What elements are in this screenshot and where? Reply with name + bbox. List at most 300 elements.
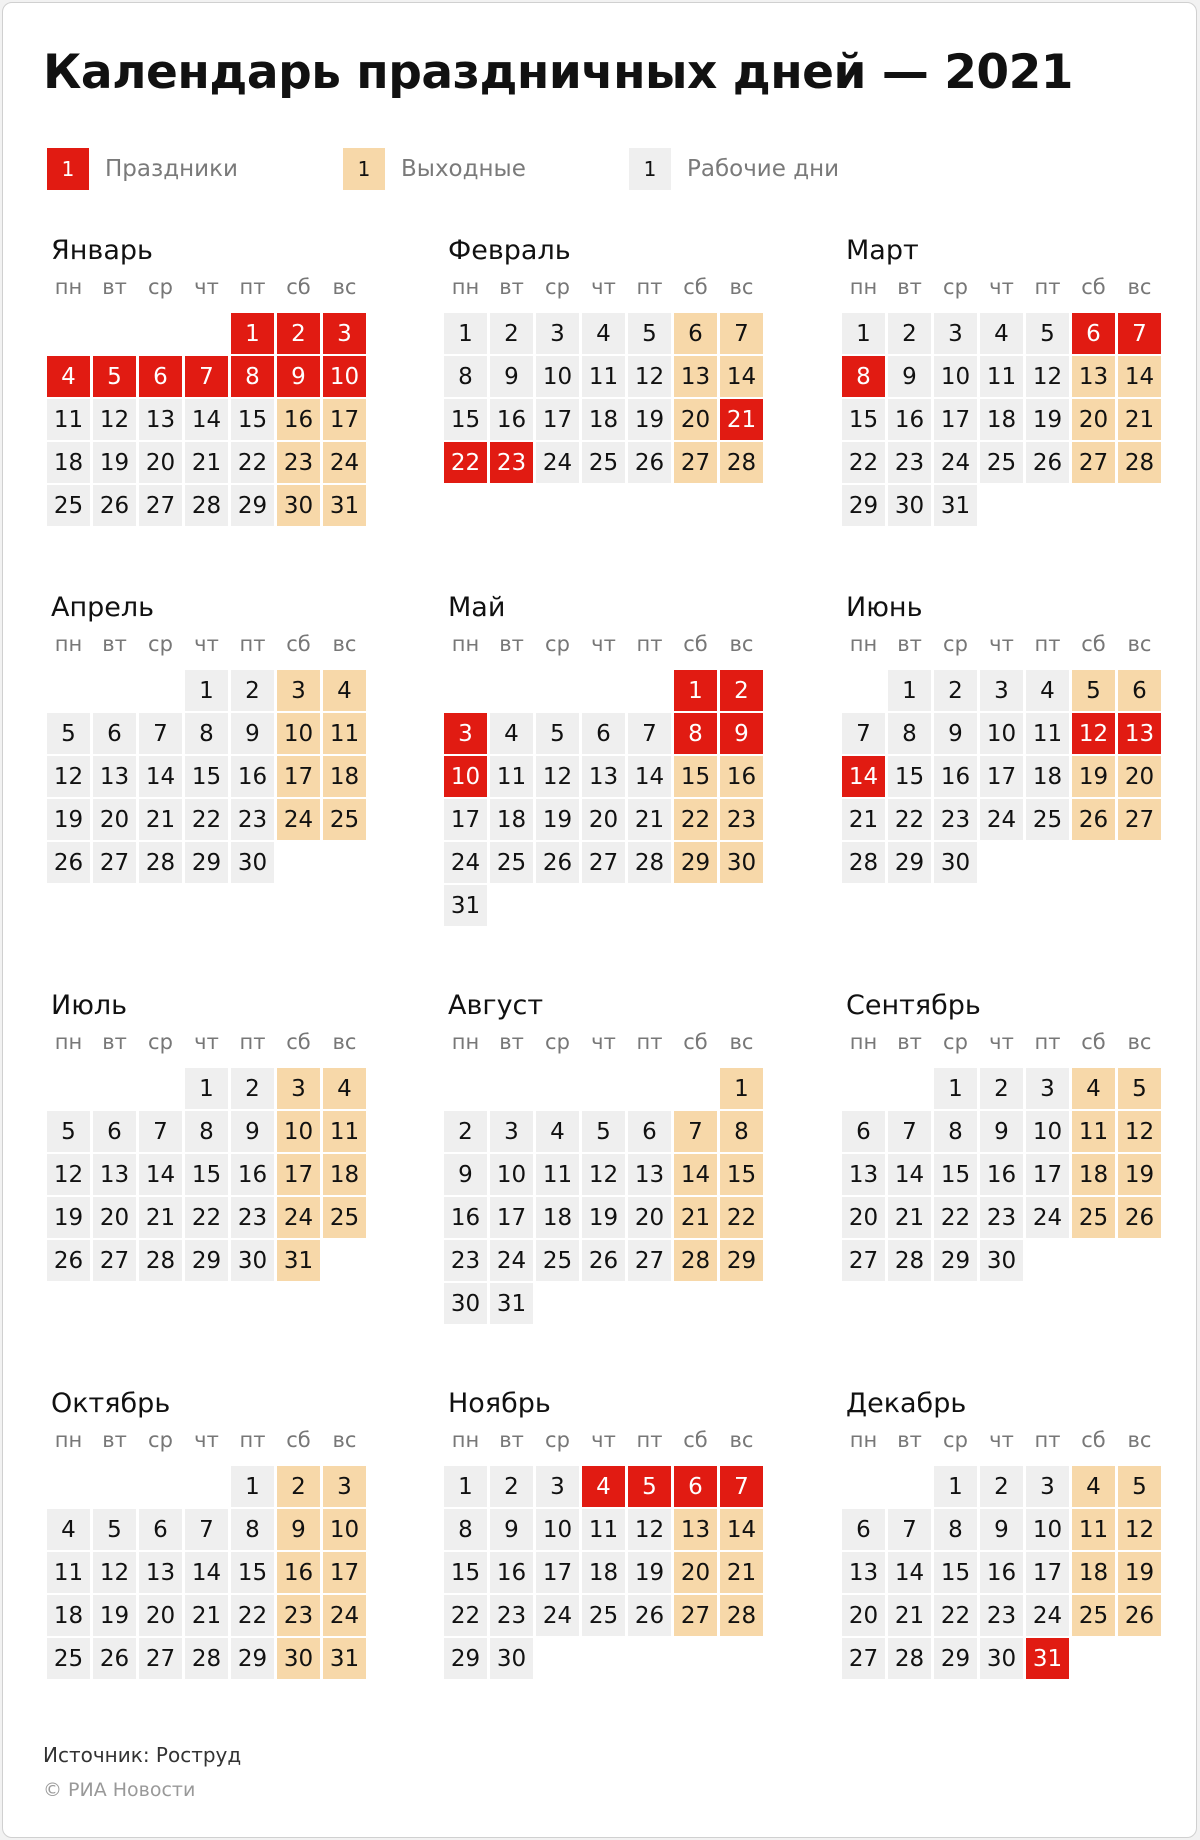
- day-cell-workday: 14: [185, 399, 228, 440]
- day-cell-workday: 19: [536, 799, 579, 840]
- day-cell-weekend: 6: [1118, 670, 1161, 711]
- day-cell-workday: 26: [628, 442, 671, 483]
- weekday-label: вт: [102, 1428, 127, 1452]
- weekday-label: сб: [683, 1030, 708, 1054]
- day-cell-workday: 26: [628, 1595, 671, 1636]
- day-cell-workday: 15: [231, 1552, 274, 1593]
- weekday-label: пн: [54, 1428, 83, 1452]
- day-cell-workday: 25: [582, 442, 625, 483]
- day-cell-workday: 10: [536, 1509, 579, 1550]
- day-cell-weekend: 26: [1118, 1197, 1161, 1238]
- day-cell-workday: 29: [444, 1638, 487, 1679]
- day-cell-workday: 15: [185, 1154, 228, 1195]
- day-cell-workday: 31: [490, 1283, 533, 1324]
- weekday-label: ср: [545, 1428, 570, 1452]
- day-cell-weekend: 21: [720, 1552, 763, 1593]
- day-cell-holiday: 9: [720, 713, 763, 754]
- day-cell-weekend: 12: [1118, 1509, 1161, 1550]
- day-cell-workday: 2: [490, 1466, 533, 1507]
- day-cell-workday: 14: [628, 756, 671, 797]
- day-cell-workday: 24: [934, 442, 977, 483]
- weekday-label: пн: [54, 275, 83, 299]
- weekday-label: сб: [1081, 1428, 1106, 1452]
- day-cell-holiday: 22: [444, 442, 487, 483]
- day-cell-workday: 21: [888, 1595, 931, 1636]
- day-cell-workday: 22: [231, 442, 274, 483]
- weekday-label: чт: [989, 1428, 1014, 1452]
- day-cell-workday: 12: [93, 1552, 136, 1593]
- day-cell-workday: 8: [934, 1509, 977, 1550]
- day-cell-workday: 16: [231, 756, 274, 797]
- weekday-label: пн: [54, 632, 83, 656]
- weekday-label: вс: [332, 275, 357, 299]
- weekday-label: ср: [148, 632, 173, 656]
- day-cell-weekend: 23: [277, 1595, 320, 1636]
- day-cell-workday: 29: [842, 485, 885, 526]
- day-cell-weekend: 3: [323, 1466, 366, 1507]
- day-cell-workday: 8: [934, 1111, 977, 1152]
- day-cell-workday: 9: [231, 1111, 274, 1152]
- day-cell-weekend: 27: [674, 442, 717, 483]
- day-cell-workday: 12: [628, 356, 671, 397]
- day-cell-workday: 16: [231, 1154, 274, 1195]
- day-cell-workday: 17: [490, 1197, 533, 1238]
- day-cell-weekend: 27: [1072, 442, 1115, 483]
- day-cell-weekend: 2: [277, 1466, 320, 1507]
- day-cell-workday: 27: [628, 1240, 671, 1281]
- day-cell-weekend: 11: [323, 713, 366, 754]
- day-cell-workday: 10: [536, 356, 579, 397]
- day-cell-workday: 19: [1026, 399, 1069, 440]
- day-cell-workday: 1: [934, 1466, 977, 1507]
- day-cell-weekend: 31: [277, 1240, 320, 1281]
- day-cell-workday: 18: [47, 442, 90, 483]
- day-cell-workday: 21: [842, 799, 885, 840]
- day-cell-holiday: 13: [1118, 713, 1161, 754]
- day-cell-workday: 29: [231, 485, 274, 526]
- day-cell-workday: 25: [47, 1638, 90, 1679]
- day-cell-holiday: 8: [842, 356, 885, 397]
- source-note: Источник: Роструд: [43, 1743, 242, 1767]
- day-cell-workday: 31: [934, 485, 977, 526]
- day-cell-weekend: 10: [323, 1509, 366, 1550]
- day-cell-workday: 5: [628, 313, 671, 354]
- day-cell-weekend: 30: [277, 485, 320, 526]
- day-cell-workday: 11: [582, 356, 625, 397]
- day-cell-holiday: 7: [185, 356, 228, 397]
- weekday-label: чт: [194, 275, 219, 299]
- weekday-label: чт: [194, 1030, 219, 1054]
- day-cell-workday: 8: [444, 356, 487, 397]
- day-cell-workday: 12: [628, 1509, 671, 1550]
- weekday-label: вт: [499, 275, 524, 299]
- day-cell-workday: 7: [888, 1509, 931, 1550]
- day-cell-weekend: 14: [674, 1154, 717, 1195]
- infographic-frame: [2, 2, 1197, 1838]
- day-cell-workday: 13: [93, 1154, 136, 1195]
- day-cell-workday: 11: [1026, 713, 1069, 754]
- day-cell-weekend: 21: [1118, 399, 1161, 440]
- day-cell-workday: 28: [888, 1638, 931, 1679]
- day-cell-workday: 25: [490, 842, 533, 883]
- day-cell-workday: 22: [185, 799, 228, 840]
- day-cell-workday: 30: [980, 1638, 1023, 1679]
- weekday-label: ср: [943, 275, 968, 299]
- weekday-label: пт: [1034, 1030, 1061, 1054]
- day-cell-workday: 21: [185, 1595, 228, 1636]
- day-cell-weekend: 5: [1118, 1068, 1161, 1109]
- day-cell-workday: 29: [934, 1638, 977, 1679]
- month-name: Март: [846, 235, 919, 266]
- day-cell-workday: 25: [582, 1595, 625, 1636]
- day-cell-weekend: 23: [277, 442, 320, 483]
- day-cell-workday: 10: [490, 1154, 533, 1195]
- day-cell-workday: 5: [536, 713, 579, 754]
- day-cell-workday: 2: [934, 670, 977, 711]
- day-cell-workday: 29: [888, 842, 931, 883]
- day-cell-weekend: 4: [323, 1068, 366, 1109]
- day-cell-workday: 20: [139, 1595, 182, 1636]
- day-cell-workday: 8: [444, 1509, 487, 1550]
- day-cell-weekend: 14: [720, 356, 763, 397]
- day-cell-weekend: 13: [674, 1509, 717, 1550]
- day-cell-workday: 9: [980, 1111, 1023, 1152]
- day-cell-workday: 2: [444, 1111, 487, 1152]
- weekday-label: пн: [451, 275, 480, 299]
- day-cell-workday: 27: [842, 1240, 885, 1281]
- day-cell-workday: 11: [582, 1509, 625, 1550]
- legend-swatch-weekend: 1: [343, 148, 385, 190]
- weekday-label: вс: [1127, 1428, 1152, 1452]
- day-cell-workday: 17: [980, 756, 1023, 797]
- day-cell-workday: 23: [980, 1197, 1023, 1238]
- day-cell-workday: 27: [139, 485, 182, 526]
- day-cell-weekend: 22: [720, 1197, 763, 1238]
- day-cell-workday: 10: [934, 356, 977, 397]
- day-cell-workday: 24: [536, 1595, 579, 1636]
- day-cell-holiday: 5: [628, 1466, 671, 1507]
- day-cell-workday: 21: [139, 1197, 182, 1238]
- day-cell-workday: 1: [185, 1068, 228, 1109]
- day-cell-workday: 16: [490, 1552, 533, 1593]
- day-cell-weekend: 4: [323, 670, 366, 711]
- day-cell-workday: 22: [185, 1197, 228, 1238]
- day-cell-weekend: 7: [674, 1111, 717, 1152]
- month-name: Сентябрь: [846, 990, 981, 1021]
- day-cell-weekend: 18: [1072, 1154, 1115, 1195]
- day-cell-workday: 16: [980, 1154, 1023, 1195]
- day-cell-workday: 19: [47, 1197, 90, 1238]
- day-cell-workday: 13: [139, 399, 182, 440]
- weekday-label: вт: [499, 1030, 524, 1054]
- day-cell-workday: 9: [444, 1154, 487, 1195]
- weekday-label: чт: [591, 275, 616, 299]
- day-cell-workday: 11: [490, 756, 533, 797]
- day-cell-holiday: 2: [720, 670, 763, 711]
- weekday-label: пт: [636, 1428, 663, 1452]
- day-cell-workday: 4: [490, 713, 533, 754]
- day-cell-workday: 1: [934, 1068, 977, 1109]
- day-cell-workday: 2: [490, 313, 533, 354]
- weekday-label: пт: [636, 1030, 663, 1054]
- legend-label-weekends: Выходные: [401, 156, 526, 182]
- day-cell-workday: 20: [842, 1595, 885, 1636]
- weekday-label: вс: [729, 1030, 754, 1054]
- day-cell-holiday: 8: [674, 713, 717, 754]
- weekday-label: ср: [148, 1030, 173, 1054]
- day-cell-workday: 15: [934, 1552, 977, 1593]
- day-cell-workday: 30: [980, 1240, 1023, 1281]
- weekday-label: вт: [897, 275, 922, 299]
- day-cell-workday: 27: [842, 1638, 885, 1679]
- day-cell-weekend: 20: [674, 1552, 717, 1593]
- day-cell-workday: 7: [628, 713, 671, 754]
- weekday-label: сб: [683, 275, 708, 299]
- day-cell-holiday: 21: [720, 399, 763, 440]
- day-cell-workday: 20: [628, 1197, 671, 1238]
- day-cell-workday: 6: [139, 1509, 182, 1550]
- day-cell-weekend: 17: [323, 399, 366, 440]
- day-cell-workday: 6: [93, 713, 136, 754]
- day-cell-workday: 11: [980, 356, 1023, 397]
- weekday-label: пн: [849, 1030, 878, 1054]
- day-cell-holiday: 10: [444, 756, 487, 797]
- day-cell-workday: 15: [185, 756, 228, 797]
- day-cell-workday: 9: [980, 1509, 1023, 1550]
- day-cell-workday: 28: [185, 485, 228, 526]
- day-cell-workday: 29: [934, 1240, 977, 1281]
- day-cell-weekend: 20: [1072, 399, 1115, 440]
- legend-label-holidays: Праздники: [105, 156, 238, 182]
- weekday-label: сб: [286, 275, 311, 299]
- day-cell-workday: 15: [231, 399, 274, 440]
- day-cell-workday: 8: [231, 1509, 274, 1550]
- day-cell-workday: 25: [1026, 799, 1069, 840]
- day-cell-workday: 4: [582, 313, 625, 354]
- day-cell-weekend: 16: [277, 1552, 320, 1593]
- day-cell-weekend: 27: [1118, 799, 1161, 840]
- month-name: Январь: [51, 235, 153, 266]
- day-cell-workday: 30: [231, 842, 274, 883]
- day-cell-weekend: 10: [277, 1111, 320, 1152]
- day-cell-holiday: 1: [231, 313, 274, 354]
- weekday-label: вс: [332, 1030, 357, 1054]
- day-cell-workday: 22: [888, 799, 931, 840]
- month-name: Август: [448, 990, 544, 1021]
- day-cell-workday: 2: [980, 1068, 1023, 1109]
- day-cell-workday: 19: [93, 1595, 136, 1636]
- day-cell-workday: 13: [842, 1154, 885, 1195]
- day-cell-workday: 12: [582, 1154, 625, 1195]
- day-cell-workday: 4: [980, 313, 1023, 354]
- day-cell-workday: 17: [934, 399, 977, 440]
- weekday-label: пн: [451, 1030, 480, 1054]
- day-cell-workday: 18: [582, 399, 625, 440]
- weekday-label: пн: [849, 1428, 878, 1452]
- day-cell-weekend: 18: [1072, 1552, 1115, 1593]
- day-cell-weekend: 29: [674, 842, 717, 883]
- weekday-label: вс: [729, 275, 754, 299]
- day-cell-workday: 7: [139, 713, 182, 754]
- month-name: Октябрь: [51, 1388, 171, 1419]
- day-cell-workday: 11: [47, 399, 90, 440]
- weekday-label: вт: [499, 632, 524, 656]
- weekday-label: сб: [1081, 1030, 1106, 1054]
- month-name: Ноябрь: [448, 1388, 551, 1419]
- weekday-label: чт: [194, 632, 219, 656]
- weekday-label: ср: [545, 275, 570, 299]
- day-cell-workday: 1: [185, 670, 228, 711]
- day-cell-workday: 3: [980, 670, 1023, 711]
- day-cell-holiday: 2: [277, 313, 320, 354]
- day-cell-weekend: 19: [1118, 1552, 1161, 1593]
- day-cell-workday: 26: [1026, 442, 1069, 483]
- day-cell-workday: 5: [1026, 313, 1069, 354]
- day-cell-workday: 20: [93, 799, 136, 840]
- day-cell-workday: 12: [93, 399, 136, 440]
- day-cell-weekend: 25: [323, 799, 366, 840]
- day-cell-workday: 3: [1026, 1068, 1069, 1109]
- weekday-label: сб: [683, 632, 708, 656]
- day-cell-weekend: 22: [674, 799, 717, 840]
- day-cell-weekend: 27: [674, 1595, 717, 1636]
- day-cell-weekend: 11: [1072, 1111, 1115, 1152]
- day-cell-workday: 4: [47, 1509, 90, 1550]
- day-cell-weekend: 30: [720, 842, 763, 883]
- day-cell-workday: 14: [888, 1552, 931, 1593]
- day-cell-workday: 24: [490, 1240, 533, 1281]
- day-cell-workday: 13: [93, 756, 136, 797]
- day-cell-holiday: 6: [139, 356, 182, 397]
- day-cell-workday: 16: [888, 399, 931, 440]
- day-cell-weekend: 16: [720, 756, 763, 797]
- day-cell-weekend: 16: [277, 399, 320, 440]
- day-cell-holiday: 3: [444, 713, 487, 754]
- day-cell-workday: 13: [628, 1154, 671, 1195]
- day-cell-workday: 21: [628, 799, 671, 840]
- day-cell-weekend: 24: [323, 1595, 366, 1636]
- day-cell-workday: 30: [888, 485, 931, 526]
- weekday-label: вс: [1127, 1030, 1152, 1054]
- day-cell-workday: 28: [628, 842, 671, 883]
- day-cell-workday: 15: [888, 756, 931, 797]
- day-cell-workday: 6: [582, 713, 625, 754]
- day-cell-workday: 10: [1026, 1111, 1069, 1152]
- legend: [3, 148, 1196, 190]
- day-cell-workday: 20: [582, 799, 625, 840]
- day-cell-holiday: 23: [490, 442, 533, 483]
- day-cell-workday: 22: [231, 1595, 274, 1636]
- day-cell-workday: 30: [444, 1283, 487, 1324]
- day-cell-workday: 5: [582, 1111, 625, 1152]
- day-cell-holiday: 31: [1026, 1638, 1069, 1679]
- day-cell-workday: 27: [93, 842, 136, 883]
- day-cell-workday: 15: [842, 399, 885, 440]
- weekday-label: вт: [897, 1030, 922, 1054]
- month-name: Февраль: [448, 235, 571, 266]
- day-cell-workday: 18: [582, 1552, 625, 1593]
- weekday-label: чт: [989, 1030, 1014, 1054]
- day-cell-holiday: 1: [674, 670, 717, 711]
- day-cell-weekend: 8: [720, 1111, 763, 1152]
- day-cell-workday: 1: [444, 313, 487, 354]
- day-cell-workday: 26: [582, 1240, 625, 1281]
- day-cell-weekend: 19: [1118, 1154, 1161, 1195]
- day-cell-workday: 18: [1026, 756, 1069, 797]
- day-cell-weekend: 31: [323, 485, 366, 526]
- day-cell-workday: 18: [980, 399, 1023, 440]
- day-cell-workday: 29: [185, 1240, 228, 1281]
- weekday-label: вт: [102, 632, 127, 656]
- day-cell-workday: 27: [139, 1638, 182, 1679]
- day-cell-workday: 3: [934, 313, 977, 354]
- weekday-label: вт: [897, 1428, 922, 1452]
- day-cell-weekend: 28: [720, 1595, 763, 1636]
- day-cell-weekend: 17: [323, 1552, 366, 1593]
- day-cell-weekend: 25: [1072, 1197, 1115, 1238]
- day-cell-holiday: 14: [842, 756, 885, 797]
- day-cell-workday: 2: [888, 313, 931, 354]
- day-cell-holiday: 9: [277, 356, 320, 397]
- day-cell-workday: 5: [47, 713, 90, 754]
- day-cell-weekend: 10: [277, 713, 320, 754]
- day-cell-workday: 17: [1026, 1154, 1069, 1195]
- day-cell-workday: 12: [1026, 356, 1069, 397]
- month-name: Июнь: [846, 592, 923, 623]
- day-cell-workday: 24: [980, 799, 1023, 840]
- day-cell-holiday: 3: [323, 313, 366, 354]
- day-cell-weekend: 11: [1072, 1509, 1115, 1550]
- day-cell-workday: 30: [490, 1638, 533, 1679]
- weekday-label: ср: [943, 632, 968, 656]
- day-cell-weekend: 25: [1072, 1595, 1115, 1636]
- weekday-label: пн: [849, 275, 878, 299]
- day-cell-workday: 29: [231, 1638, 274, 1679]
- day-cell-weekend: 13: [674, 356, 717, 397]
- page-title: Календарь праздничных дней — 2021: [43, 45, 1074, 100]
- day-cell-weekend: 25: [323, 1197, 366, 1238]
- day-cell-workday: 20: [93, 1197, 136, 1238]
- weekday-label: пт: [636, 275, 663, 299]
- day-cell-workday: 17: [536, 1552, 579, 1593]
- day-cell-workday: 17: [1026, 1552, 1069, 1593]
- weekday-label: сб: [286, 1428, 311, 1452]
- weekday-label: чт: [591, 1428, 616, 1452]
- day-cell-workday: 30: [231, 1240, 274, 1281]
- weekday-label: чт: [591, 1030, 616, 1054]
- day-cell-workday: 14: [139, 1154, 182, 1195]
- day-cell-workday: 21: [185, 442, 228, 483]
- day-cell-workday: 18: [47, 1595, 90, 1636]
- weekday-label: сб: [286, 1030, 311, 1054]
- day-cell-holiday: 10: [323, 356, 366, 397]
- day-cell-holiday: 8: [231, 356, 274, 397]
- weekday-label: чт: [194, 1428, 219, 1452]
- day-cell-weekend: 20: [674, 399, 717, 440]
- day-cell-workday: 23: [490, 1595, 533, 1636]
- month-name: Июль: [51, 990, 128, 1021]
- day-cell-weekend: 19: [1072, 756, 1115, 797]
- day-cell-workday: 21: [139, 799, 182, 840]
- weekday-label: вс: [332, 1428, 357, 1452]
- weekday-label: чт: [989, 275, 1014, 299]
- day-cell-weekend: 5: [1118, 1466, 1161, 1507]
- day-cell-workday: 9: [490, 1509, 533, 1550]
- day-cell-workday: 24: [1026, 1595, 1069, 1636]
- day-cell-weekend: 26: [1118, 1595, 1161, 1636]
- day-cell-workday: 9: [490, 356, 533, 397]
- day-cell-weekend: 21: [674, 1197, 717, 1238]
